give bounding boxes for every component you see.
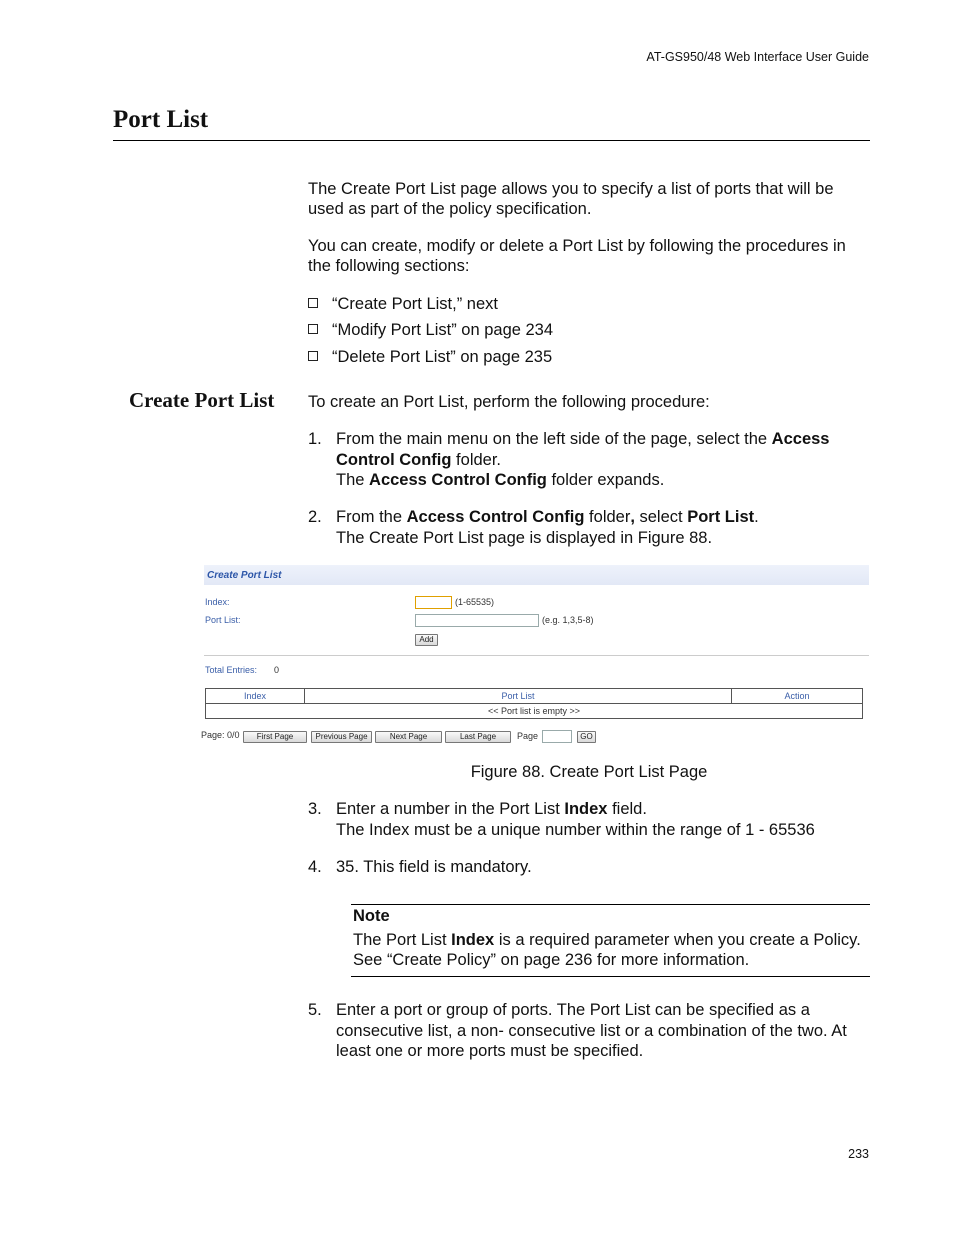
procedure-lead: To create an Port List, perform the following procedure: [308, 393, 710, 411]
bullet-item: “Delete Port List” on page 235 [308, 347, 552, 367]
step-3: 3. Enter a number in the Port List Index field. The Index must be a unique number within the range of 1 - 65536 [308, 800, 815, 839]
page-number: 233 [848, 1147, 869, 1161]
add-button[interactable]: Add [415, 634, 438, 646]
column-header-index[interactable]: Index [206, 689, 305, 704]
figure-caption: Figure 88. Create Port List Page [470, 763, 708, 781]
note-body: The Port List Index is a required parameter when you create a Policy. See “Create Policy” on page 236 for more information. [353, 931, 861, 969]
intro-paragraph-1: The Create Port List page allows you to specify a list of ports that will be used as part of the policy specification. [308, 180, 834, 218]
column-header-port-list[interactable]: Port List [305, 689, 732, 704]
index-input[interactable] [415, 596, 452, 609]
note-bottom-rule [351, 976, 870, 977]
port-list-input[interactable] [415, 614, 539, 627]
step-4: 4. 35. This field is mandatory. [308, 858, 532, 876]
bullet-item: “Create Port List,” next [308, 294, 498, 314]
first-page-button[interactable]: First Page [243, 731, 307, 743]
port-list-label: Port List: [205, 615, 241, 625]
empty-table-message: << Port list is empty >> [206, 704, 863, 719]
note-title: Note [353, 907, 390, 925]
section-title: Port List [113, 106, 209, 133]
checkbox-bullet-icon [308, 351, 318, 361]
table-row [206, 704, 863, 719]
table-header-row [206, 689, 863, 704]
panel-title: Create Port List [207, 570, 282, 581]
title-rule [113, 140, 870, 141]
go-button[interactable]: GO [577, 731, 596, 743]
index-label: Index: [205, 597, 230, 607]
divider [204, 655, 869, 656]
total-entries-label: Total Entries: [205, 665, 258, 675]
checkbox-bullet-icon [308, 324, 318, 334]
running-header: AT-GS950/48 Web Interface User Guide [646, 50, 869, 64]
next-page-button[interactable]: Next Page [375, 731, 442, 743]
index-range-hint: (1-65535) [455, 597, 495, 607]
step-5: 5. Enter a port or group of ports. The Port List can be specified as a consecutive list, a non- consecutive list or a combination of the two. At least one or more ports must be specified. [308, 1001, 847, 1060]
subsection-title: Create Port List [129, 388, 275, 412]
checkbox-bullet-icon [308, 298, 318, 308]
step-2: 2. From the Access Control Config folder, select Port List. The Create Port List page is displayed in Figure 88. [308, 508, 759, 547]
create-port-list-screenshot [200, 563, 870, 748]
bullet-item: “Modify Port List” on page 234 [308, 320, 553, 340]
page-number-input[interactable] [542, 730, 572, 743]
previous-page-button[interactable]: Previous Page [311, 731, 372, 743]
step-1: 1. From the main menu on the left side of the page, select the Access Control Config folder. The Access Control Config folder expands. [308, 430, 830, 489]
note-top-rule [351, 904, 870, 905]
column-header-action[interactable]: Action [732, 689, 863, 704]
page-indicator: Page: 0/0 [201, 730, 240, 740]
page-input-label: Page [517, 731, 539, 741]
port-list-table [205, 688, 863, 719]
port-list-example-hint: (e.g. 1,3,5-8) [542, 615, 594, 625]
panel-title-bar [204, 565, 869, 585]
intro-paragraph-2: You can create, modify or delete a Port List by following the procedures in the following sections: [308, 237, 846, 275]
total-entries-value: 0 [274, 665, 280, 675]
last-page-button[interactable]: Last Page [445, 731, 511, 743]
